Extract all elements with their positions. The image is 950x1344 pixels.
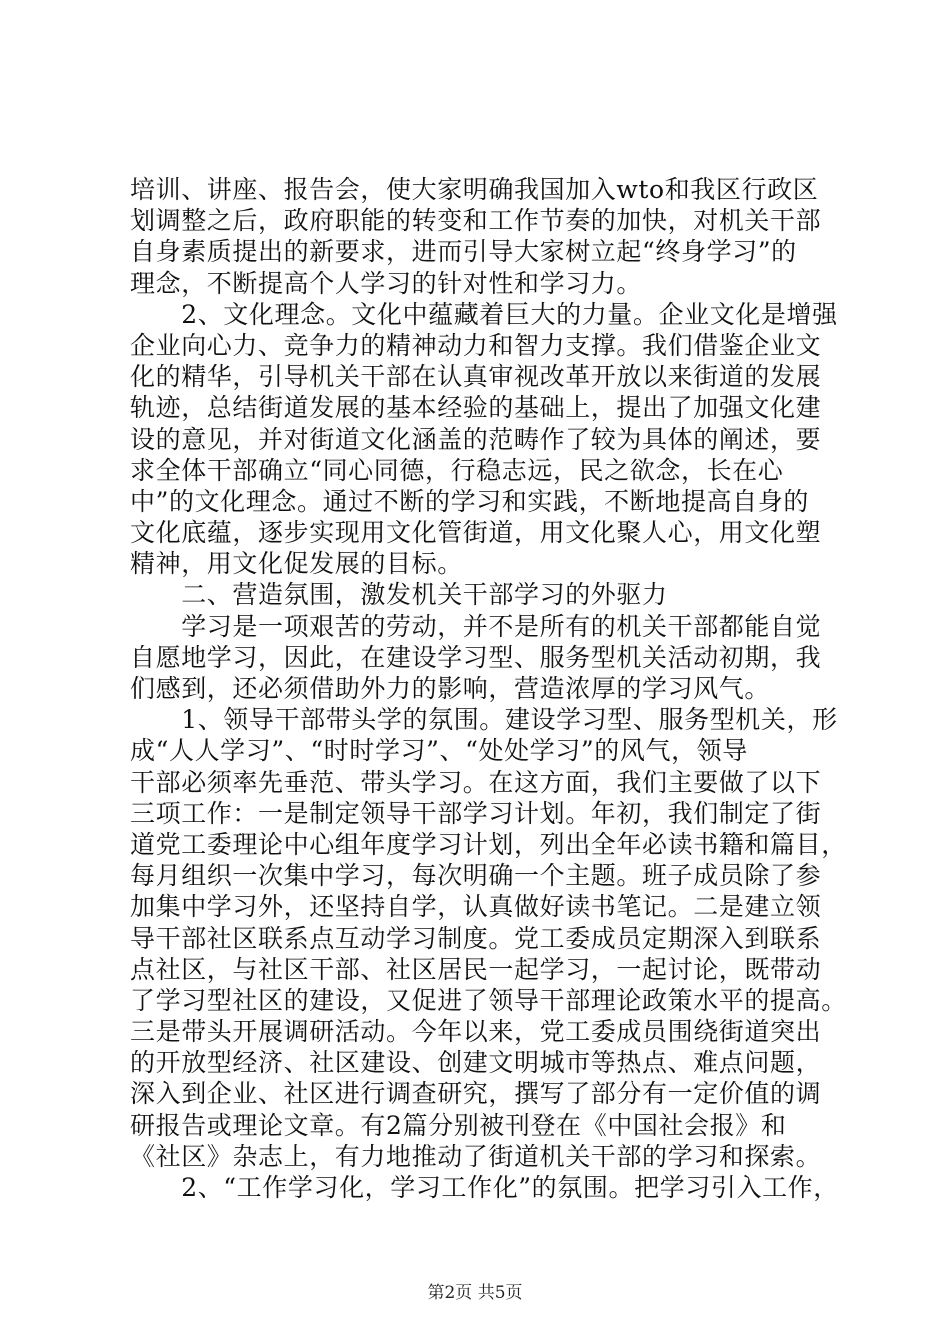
- text-line: 每月组织一次集中学习，每次明确一个主题。班子成员除了参: [130, 861, 822, 891]
- text-line: 自愿地学习，因此，在建设学习型、服务型机关活动初期，我: [130, 642, 822, 672]
- document-body: [130, 174, 847, 1203]
- text-line: 求全体干部确立“同心同德，行稳志远，民之欲念，长在心: [130, 455, 784, 485]
- page-number-footer: 第2页 共5页: [427, 1283, 523, 1303]
- text-line: 点社区，与社区干部、社区居民一起学习，一起讨论，既带动: [130, 954, 822, 984]
- text-line: 设的意见，并对街道文化涵盖的范畴作了较为具体的阐述，要: [130, 424, 822, 454]
- text-line: 中”的文化理念。通过不断的学习和实践，不断地提高自身的: [130, 486, 809, 516]
- text-line: 《社区》杂志上，有力地推动了街道机关干部的学习和探索。: [130, 1141, 822, 1171]
- text-line: 1、领导干部带头学的氛围。建设学习型、服务型机关，形: [130, 705, 838, 735]
- text-line: 导干部社区联系点互动学习制度。党工委成员定期深入到联系: [130, 923, 822, 953]
- text-line: 2、文化理念。文化中蕴藏着巨大的力量。企业文化是增强: [130, 299, 838, 329]
- text-line: 了学习型社区的建设，又促进了领导干部理论政策水平的提高。: [130, 985, 847, 1015]
- text-line: 理念，不断提高个人学习的针对性和学习力。: [130, 268, 643, 298]
- text-line: 企业向心力、竞争力的精神动力和智力支撑。我们借鉴企业文: [130, 330, 822, 360]
- text-line: 研报告或理论文章。有2篇分别被刊登在《中国社会报》和: [130, 1110, 787, 1140]
- text-line: 加集中学习外，还坚持自学，认真做好读书笔记。二是建立领: [130, 892, 822, 922]
- text-line: 们感到，还必须借助外力的影响，营造浓厚的学习风气。: [130, 674, 771, 703]
- section-heading: 二、营造氛围，激发机关干部学习的外驱力: [130, 580, 668, 610]
- text-line: 学习是一项艰苦的劳动，并不是所有的机关干部都能自觉: [130, 611, 822, 641]
- text-line: 深入到企业、社区进行调查研究，撰写了部分有一定价值的调: [130, 1079, 822, 1109]
- text-line: 自身素质提出的新要求，进而引导大家树立起“终身学习”的: [130, 237, 797, 267]
- text-line: 文化底蕴，逐步实现用文化管街道，用文化聚人心，用文化塑: [130, 518, 822, 548]
- text-line: 的开放型经济、社区建设、创建文明城市等热点、难点问题，: [130, 1048, 822, 1078]
- text-line: 三项工作：一是制定领导干部学习计划。年初，我们制定了街: [130, 798, 822, 828]
- text-line: 培训、讲座、报告会，使大家明确我国加入wto和我区行政区: [130, 175, 819, 204]
- text-line: 化的精华，引导机关干部在认真审视改革开放以来街道的发展: [130, 362, 822, 392]
- text-line: 精神，用文化促发展的目标。: [130, 549, 463, 579]
- text-line: 道党工委理论中心组年度学习计划，列出全年必读书籍和篇目，: [130, 829, 847, 859]
- text-line: 三是带头开展调研活动。今年以来，党工委成员围绕街道突出: [130, 1017, 822, 1047]
- text-line: 划调整之后，政府职能的转变和工作节奏的加快，对机关干部: [130, 206, 822, 236]
- text-line: 2、“工作学习化，学习工作化”的氛围。把学习引入工作，: [130, 1173, 839, 1202]
- text-line: 轨迹，总结街道发展的基本经验的基础上，提出了加强文化建: [130, 393, 822, 423]
- text-line: 干部必须率先垂范、带头学习。在这方面，我们主要做了以下: [130, 767, 822, 797]
- text-line: 成“人人学习”、“时时学习”、“处处学习”的风气，领导: [130, 736, 748, 766]
